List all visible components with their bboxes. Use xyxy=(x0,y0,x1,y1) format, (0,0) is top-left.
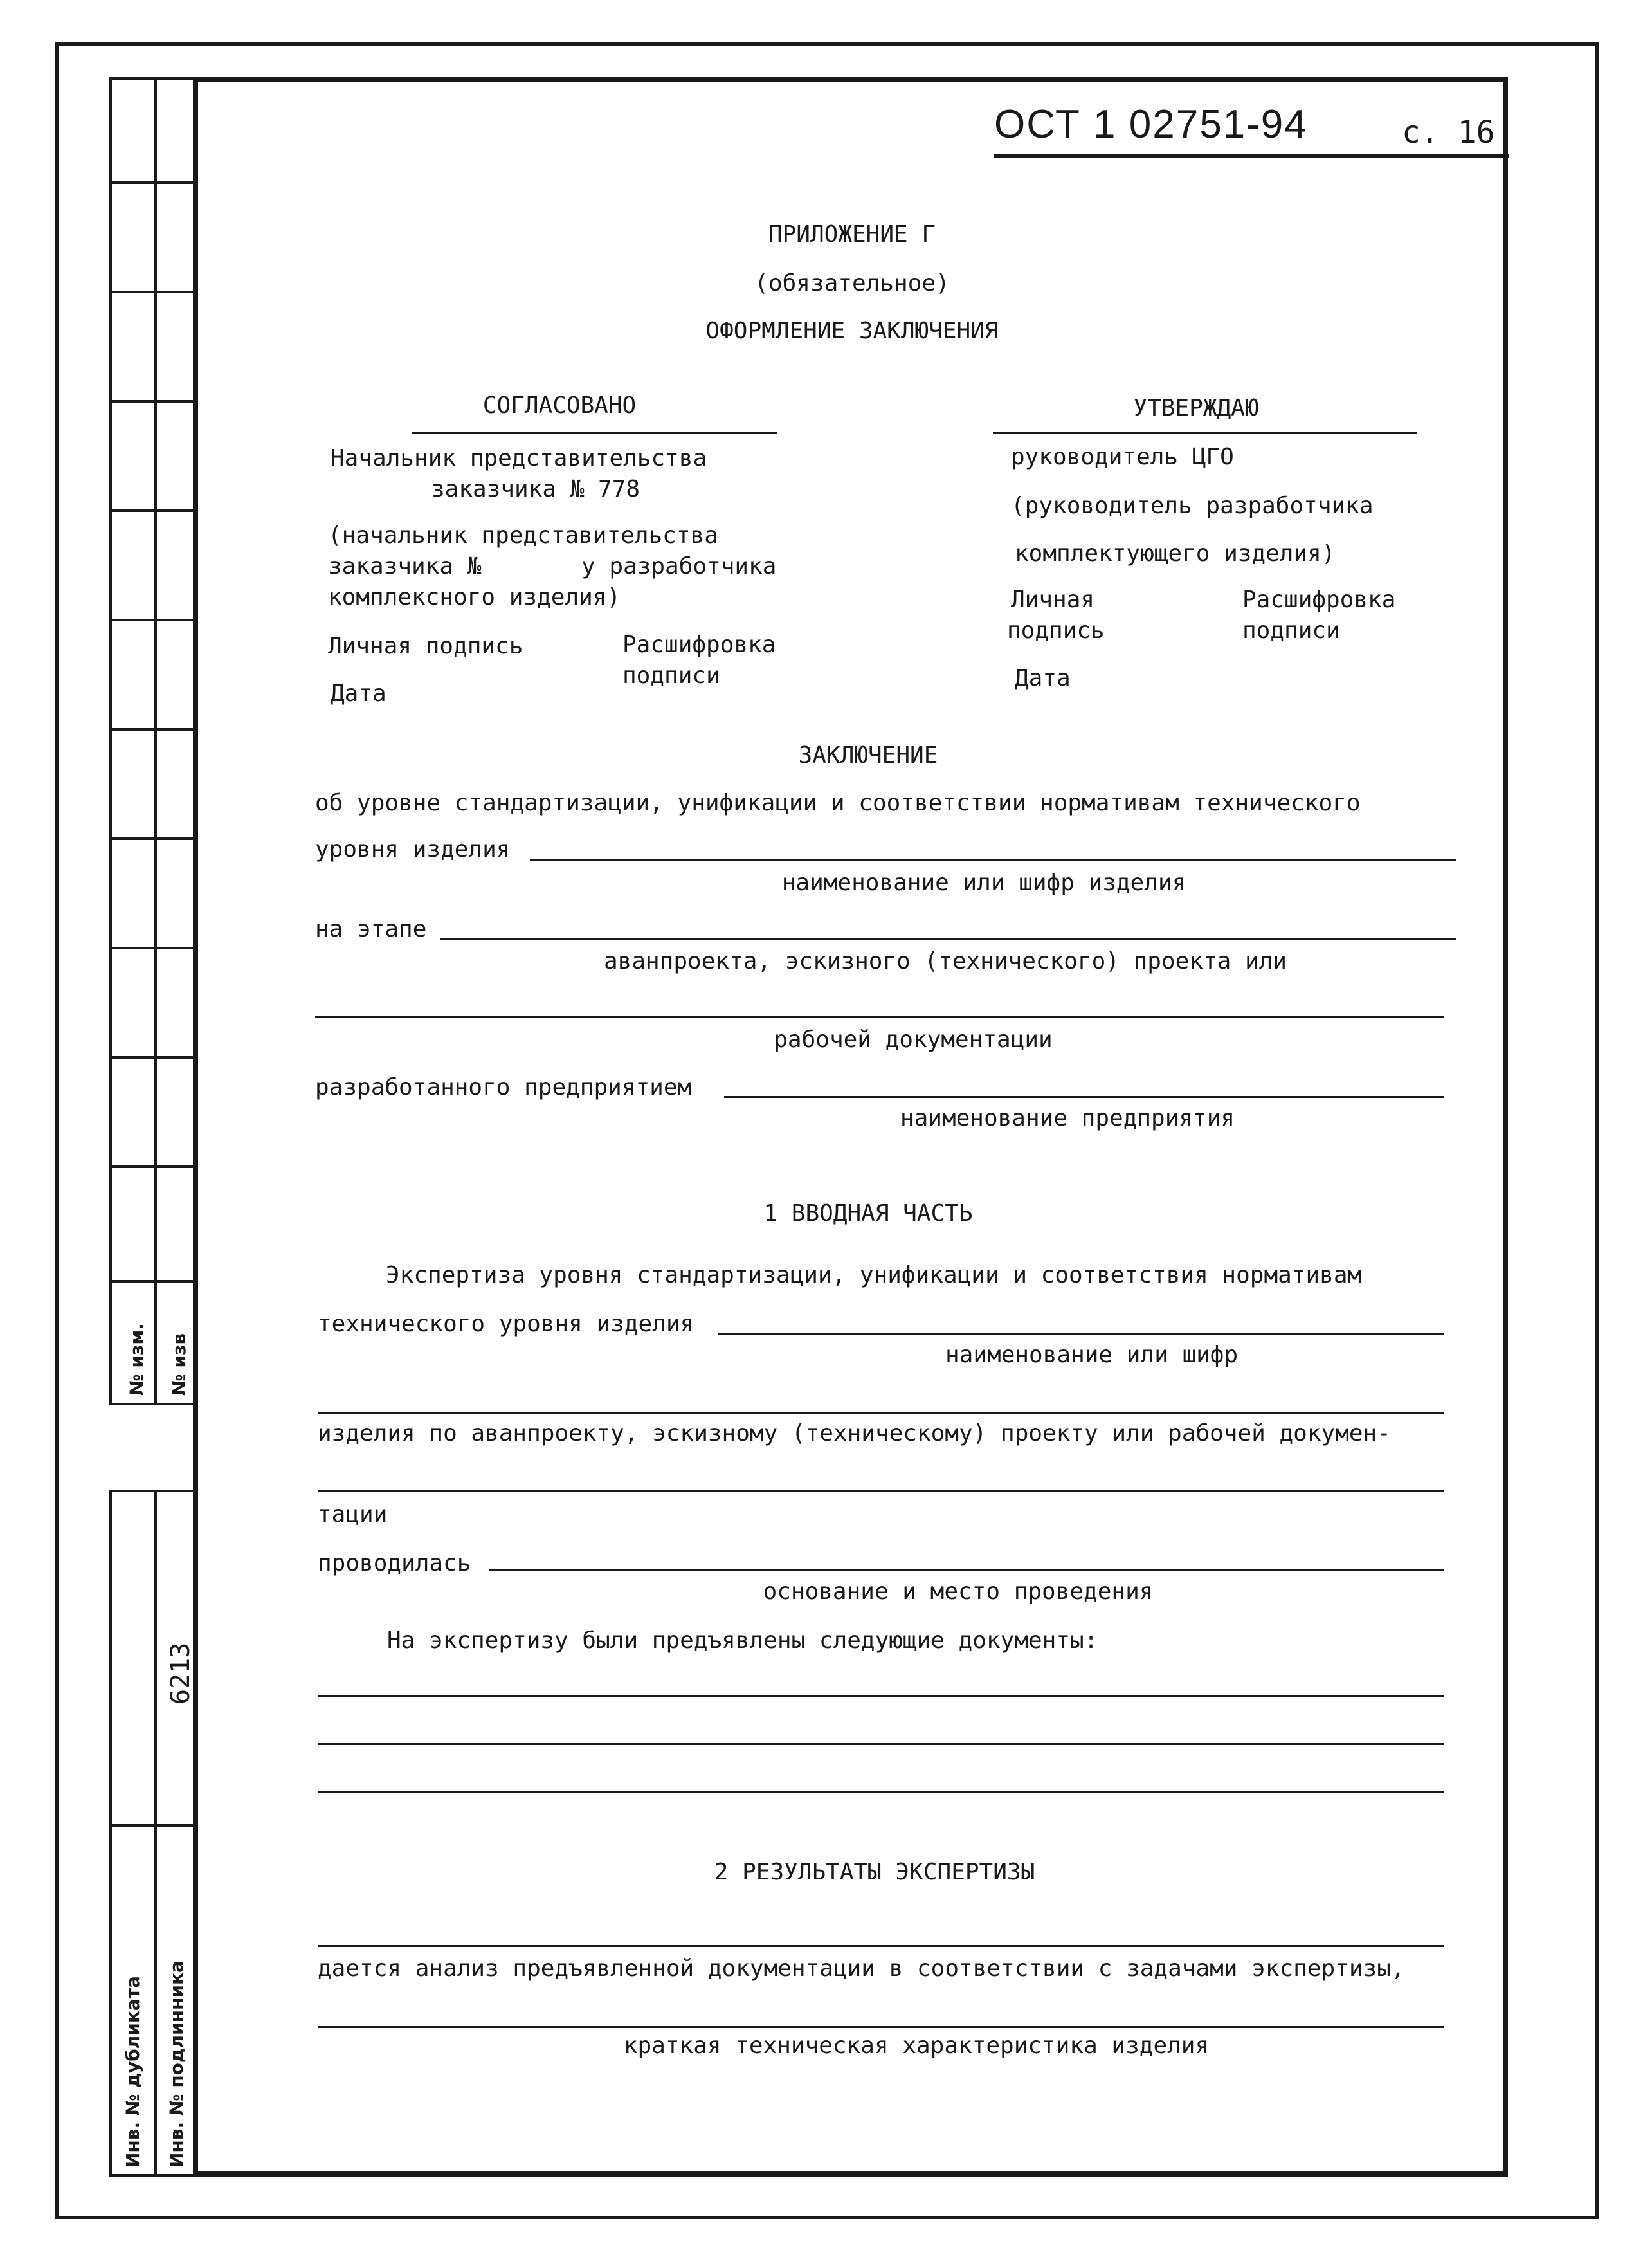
original-inventory-label: Инв. № подлинника xyxy=(166,1960,187,2168)
section1-product-field[interactable] xyxy=(718,1333,1444,1335)
stage-label: на этапе xyxy=(315,916,427,942)
appendix-title: ПРИЛОЖЕНИЕ Г xyxy=(768,221,936,248)
section1-product-caption: наименование или шифр xyxy=(945,1342,1239,1368)
stamp-divider xyxy=(109,181,197,184)
section1-product-field-continued[interactable] xyxy=(318,1412,1444,1414)
analysis-field[interactable] xyxy=(318,1945,1444,1947)
agreed-decode-label: Расшифровка xyxy=(622,632,776,658)
analysis-caption: дается анализ предъявленной документации в соответствии с задачами экспертизы, xyxy=(318,1955,1405,1982)
brief-caption: краткая техническая характеристика изделия xyxy=(623,2033,1210,2059)
approve-date-label: Дата xyxy=(1015,665,1071,691)
stamp-divider xyxy=(109,1280,197,1283)
approve-signature-label: Личная xyxy=(1011,587,1095,613)
approve-note: (руководитель разработчика xyxy=(1011,493,1374,519)
stamp-divider xyxy=(109,291,197,293)
approve-heading: УТВЕРЖДАЮ xyxy=(1133,395,1259,421)
section1-text: тации xyxy=(318,1501,388,1528)
approve-signature-label: подпись xyxy=(1007,617,1105,644)
section1-text: Экспертиза уровня стандартизации, унификации и соответствия нормативам xyxy=(386,1262,1362,1288)
header-underline xyxy=(994,154,1509,158)
appendix-subject: ОФОРМЛЕНИЕ ЗАКЛЮЧЕНИЯ xyxy=(705,318,999,344)
agreed-position-number: заказчика № 778 xyxy=(431,476,640,502)
product-caption: наименование или шифр изделия xyxy=(781,870,1186,896)
conducted-label: проводилась xyxy=(318,1550,471,1576)
stamp-divider xyxy=(109,400,197,403)
stage-caption: аванпроекта, эскизного (технического) проекта или xyxy=(603,948,1287,974)
stamp-divider xyxy=(109,1824,197,1827)
approve-decode-label: Расшифровка xyxy=(1242,587,1396,613)
appendix-status: (обязательное) xyxy=(754,270,950,297)
agreed-position: Начальник представительства xyxy=(331,445,707,471)
conducted-caption: основание и место проведения xyxy=(763,1578,1154,1605)
stage-field[interactable] xyxy=(440,938,1456,940)
stage-field-continued[interactable] xyxy=(315,1016,1444,1018)
original-inventory-cell xyxy=(158,1621,195,1711)
agreed-decode-label: подписи xyxy=(622,662,720,689)
product-label: уровня изделия xyxy=(315,836,511,863)
workdoc-caption: рабочей документации xyxy=(774,1027,1053,1053)
agreed-heading: СОГЛАСОВАНО xyxy=(482,392,637,419)
notice-number-label: № изв xyxy=(168,1333,190,1396)
section1-text: изделия по аванпроекту, эскизному (техническому) проекту или рабочей докумен- xyxy=(318,1420,1391,1447)
section2-title: 2 РЕЗУЛЬТАТЫ ЭКСПЕРТИЗЫ xyxy=(714,1859,1035,1885)
stamp-divider xyxy=(109,619,197,621)
section1-doc-field[interactable] xyxy=(318,1490,1444,1492)
conclusion-title: ЗАКЛЮЧЕНИЕ xyxy=(798,742,938,769)
standard-code: ОСТ 1 02751-94 xyxy=(994,102,1308,147)
agreed-note: у разработчика xyxy=(581,553,777,580)
section1-title: 1 ВВОДНАЯ ЧАСТЬ xyxy=(763,1200,973,1227)
stamp-column-notice xyxy=(157,77,197,1405)
developer-caption: наименование предприятия xyxy=(900,1105,1235,1131)
agreed-note: комплексного изделия) xyxy=(328,584,621,610)
agreed-underline xyxy=(412,432,777,434)
stamp-divider xyxy=(109,837,197,840)
agreed-signature-label: Личная подпись xyxy=(328,633,523,659)
page-number: с. 16 xyxy=(1402,114,1495,151)
stamp-divider xyxy=(109,728,197,731)
original-inventory-number: 6213 xyxy=(166,1642,195,1704)
product-field[interactable] xyxy=(530,859,1456,861)
documents-field-3[interactable] xyxy=(318,1791,1444,1793)
approve-position: руководитель ЦГО xyxy=(1011,444,1234,470)
stamp-divider xyxy=(109,509,197,512)
stamp-divider xyxy=(109,947,197,949)
duplicate-inventory-label: Инв. № дубликата xyxy=(122,1976,143,2168)
documents-field-1[interactable] xyxy=(318,1695,1444,1697)
developer-field[interactable] xyxy=(724,1096,1444,1098)
stamp-divider xyxy=(109,1165,197,1168)
conclusion-line: об уровне стандартизации, унификации и соответствии нормативам технического xyxy=(315,790,1361,816)
brief-field[interactable] xyxy=(318,2026,1444,2028)
approve-note: комплектующего изделия) xyxy=(1015,540,1336,567)
agreed-note: заказчика № xyxy=(328,553,482,580)
agreed-date-label: Дата xyxy=(331,681,386,707)
agreed-note: (начальник представительства xyxy=(328,522,718,549)
stamp-column-change xyxy=(109,77,157,1405)
developer-label: разработанного предприятием xyxy=(315,1074,692,1101)
conducted-field[interactable] xyxy=(489,1569,1444,1571)
documents-field-2[interactable] xyxy=(318,1743,1444,1745)
documents-label: На экспертизу были предъявлены следующие документы: xyxy=(387,1627,1098,1654)
approve-decode-label: подписи xyxy=(1242,617,1340,644)
change-number-label: № изм. xyxy=(126,1323,147,1396)
approve-underline xyxy=(993,432,1417,434)
stamp-divider xyxy=(109,1056,197,1059)
section1-product-label: технического уровня изделия xyxy=(318,1311,694,1337)
